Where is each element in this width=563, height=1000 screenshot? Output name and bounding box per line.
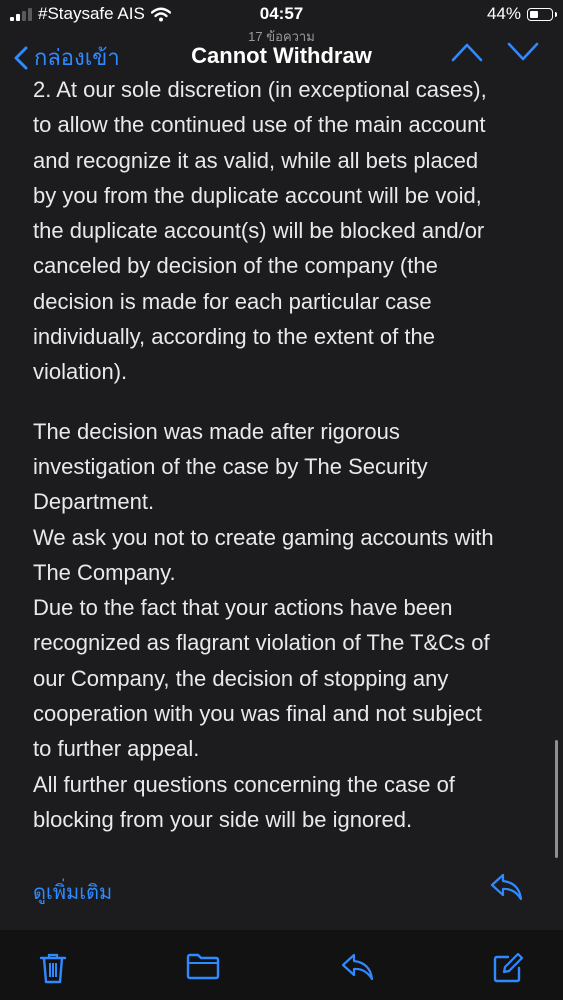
folder-icon: [186, 952, 220, 980]
move-to-folder-button[interactable]: [186, 952, 220, 985]
trash-icon: [39, 952, 67, 984]
status-right: [487, 4, 553, 24]
battery-percentage: 44%: [486, 4, 521, 23]
reply-toolbar-button[interactable]: [340, 952, 374, 987]
battery-icon: [527, 8, 553, 21]
delete-button[interactable]: [39, 952, 67, 989]
clock: 04:57: [259, 4, 304, 23]
next-message-button[interactable]: [507, 42, 539, 67]
email-body: [33, 72, 533, 837]
battery-level: [530, 11, 538, 18]
chevron-down-icon: [507, 42, 539, 62]
reply-button[interactable]: [489, 872, 523, 907]
reply-icon: [489, 872, 523, 902]
previous-message-button[interactable]: [451, 42, 483, 67]
scrollbar[interactable]: [555, 740, 558, 858]
bottom-toolbar: [0, 930, 563, 1000]
carrier-name: #Staysafe AIS: [38, 4, 145, 23]
email-paragraph: 2. At our sole discretion (in exceptional cases), to allow the continued use of the main account and recognize it as valid, while all bets placed by you from the duplicate account will be void, the duplicate account(s) will be blocked and/or canceled by decision of the company (the decision is made for each particular case individually, according to the extent of the violation).: [33, 77, 487, 385]
reply-icon: [340, 952, 374, 982]
chevron-up-icon: [451, 42, 483, 62]
see-more-link[interactable]: ดูเพิ่มเติม: [33, 882, 113, 904]
message-navigation: [451, 42, 539, 67]
email-paragraph: The decision was made after rigorous investigation of the case by The Security Department. We ask you not to create gaming accounts with The Company. Due to the fact that your actions have been recognized as flagrant violation of The T&Cs of our Company, the decision of stopping any cooperation with you was final and not subject to further appeal. All further questions concerning the case of blocking from your side will be ignored.: [33, 418, 494, 832]
message-count: 17 ข้อความ: [248, 29, 315, 44]
page-title: Cannot Withdraw: [191, 43, 372, 68]
compose-button[interactable]: [492, 952, 524, 989]
back-button-label: กล่องเข้า: [34, 45, 120, 70]
compose-icon: [492, 952, 524, 984]
